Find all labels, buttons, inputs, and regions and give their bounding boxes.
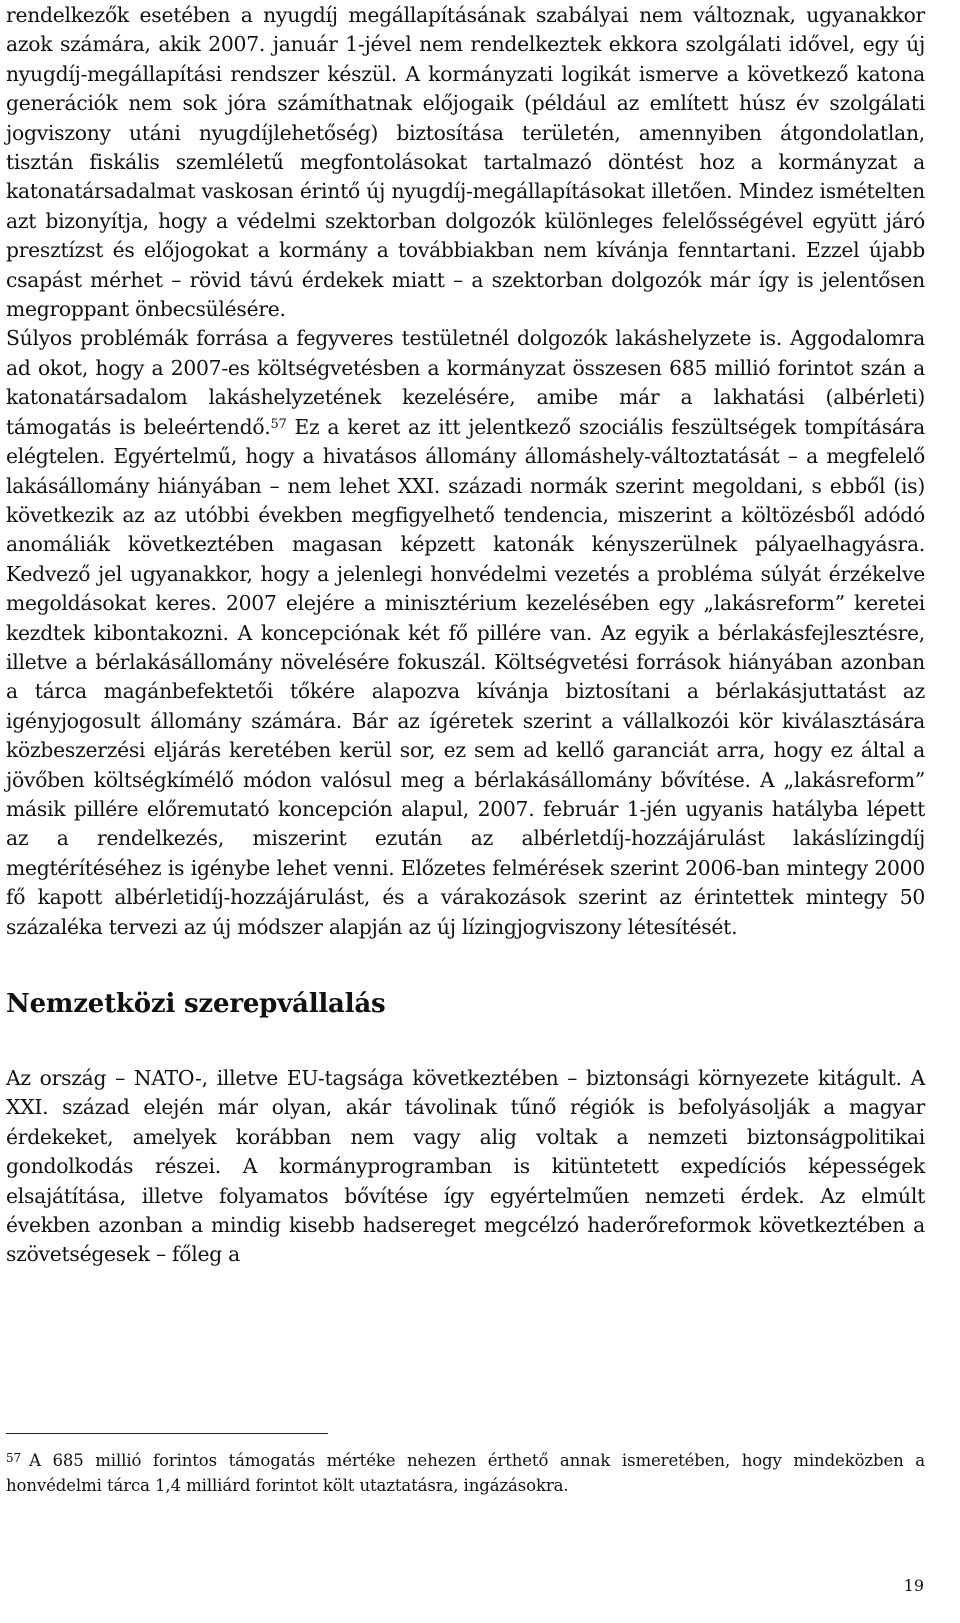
body-paragraph-2 [6,324,925,942]
document-page [6,0,925,1270]
section-heading: Nemzetközi szerepvállalás [6,989,386,1019]
section-paragraph: Az ország – NATO-, illetve EU-tagsága következtében – biztonsági környezete kitágult. A XXI. század elején már olyan, akár távolinak tűnő régiók is befolyásolják a magyar érdekeket, amelyek korábban nem vagy alig voltak a nemzeti biztonságpolitikai gondolkodás részei. A kormányprogramban is kitüntetett expedíciós képességek elsajátítása, illetve folyamatos bővítése így egyértelműen nemzeti érdek. Az elmúlt években azonban a mindig kisebb hadsereget megcélzó haderőreformok következtében a szövetségesek – főleg a [6,1066,925,1267]
footnote-number: 57 [6,1451,22,1465]
footnote-reference[interactable]: 57 [270,416,287,432]
footnote [6,1446,925,1498]
body-paragraph-1 [6,1,925,324]
body-paragraph-2-text-end: Ez a keret az itt jelentkező szociális feszültségek tompítására elégtelen. Egyértelmű, hogy a hivatásos állomány állomáshely-változtatását – a megfelelő lakásállomány hiányában – nem lehet XXI. századi normák szerint megoldani, s ebből (is) következik az az utóbbi években megfigyelhető tendencia, miszerint a költözésből adódó anomáliák következtében magasan képzett katonák kényszerülnek pályaelhagyásra. Kedvező jel ugyanakkor, hogy a jelenlegi honvédelmi vezetés a probléma súlyát érzékelve megoldásokat keres. 2007 elejére a minisztérium kezelésében egy „lakásreform” keretei kezdtek kibontakozni. A koncepciónak két fő pillére van. Az egyik a bérlakásfejlesztésre, illetve a bérlakásállomány növelésére fokuszál. Költségvetési források hiányában azonban a tárca magánbefektetői tőkére alapozva kívánja biztosítani a bérlakásjuttatást az igényjogosult állomány számára. Bár az ígéretek szerint a vállalkozói kör kiválasztására közbeszerzési eljárás keretében kerül sor, ez sem ad kellő garanciát arra, hogy ez által a jövőben költségkímélő módon valósul meg a bérlakásállomány bővítése. A „lakásreform” másik pillére előremutató koncepción alapul, 2007. február 1-jén ugyanis hatályba lépett az a rendelkezés, miszerint ezután az albérletdíj-hozzájárulást lakáslízingdíj megtérítéséhez is igénybe lehet venni. Előzetes felmérések szerint 2006-ban mintegy 2000 fő kapott albérletidíj-hozzájárulást, és a várakozások szerint az érintettek mintegy 50 százaléka tervezi az új módszer alapján az új lízingjogviszony létesítését. [6,414,925,939]
footnote-separator [6,1433,328,1434]
body-paragraph-2-text-start: Súlyos problémák forrása a fegyveres testületnél dolgozók lakáshelyzete is. Aggodalomra ad okot, hogy a 2007-es költségvetésben a kormányzat összesen 685 millió forintot szán a katonatársadalom lakáshelyzetének kezelésére, amibe már a lakhatási (albérleti) támogatás is beleértendő. [6,326,925,439]
footnote-text: A 685 millió forintos támogatás mértéke nehezen érthető annak ismeretében, hogy mindeközben a honvédelmi tárca 1,4 milliárd forintot költ utaztatásra, ingázásokra. [6,1451,925,1495]
body-paragraph-1-text: rendelkezők esetében a nyugdíj megállapításának szabályai nem változnak, ugyanakkor azok számára, akik 2007. január 1-jével nem rendelkeztek ekkora szolgálati idővel, egy új nyugdíj-megállapítási rendszer készül. A kormányzati logikát ismerve a következő katona generációk nem sok jóra számíthatnak előjogaik (például az említett húsz év szolgálati jogviszony utáni nyugdíjlehetőség) biztosítása területén, amennyiben átgondolatlan, tisztán fiskális szemléletű megfontolásokat tartalmazó döntést hoz a kormányzat a katonatársadalmat vaskosan érintő új nyugdíj-megállapításokat illetően. Mindez ismételten azt bizonyítja, hogy a védelmi szektorban dolgozók különleges felelősségével együtt járó presztízst és előjogokat a kormány a továbbiakban nem kívánja fenntartani. Ezzel újabb csapást mérhet – rövid távú érdekek miatt – a szektorban dolgozók már így is jelentősen megroppant önbecsülésére. [6,3,925,322]
page-number: 19 [903,1576,924,1595]
